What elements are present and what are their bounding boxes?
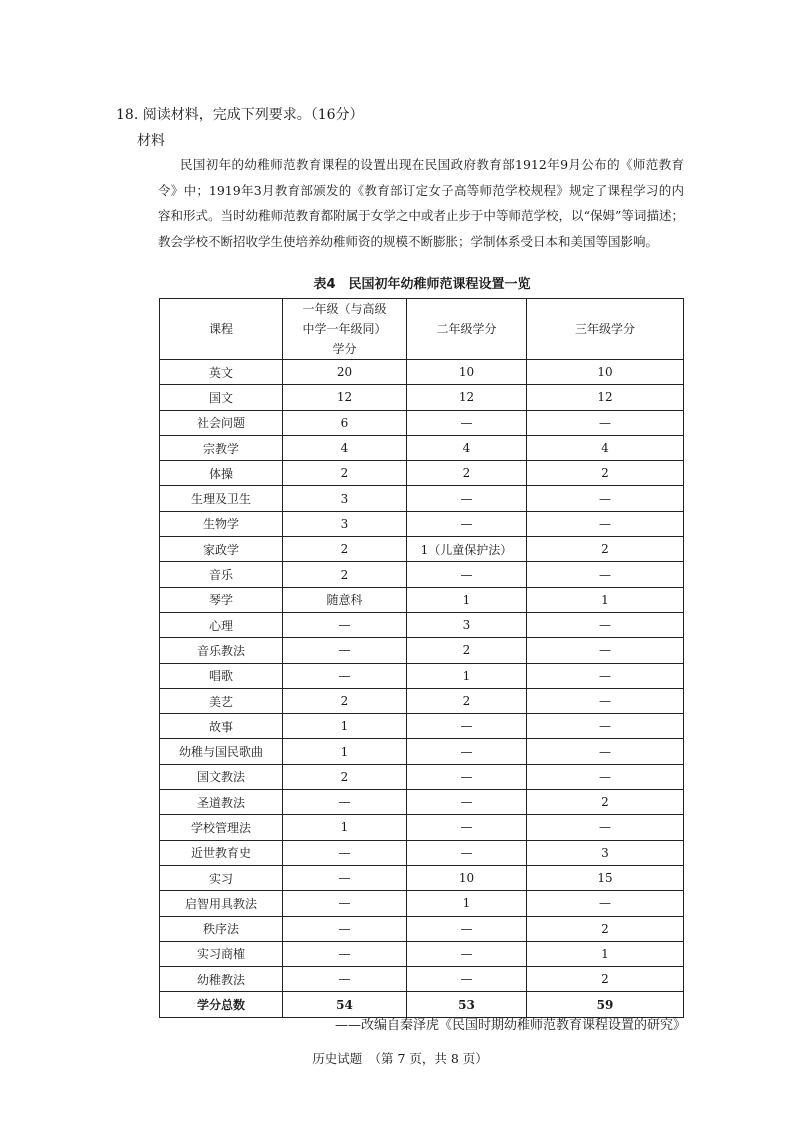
cell-course: 音乐 [160,562,283,587]
material-paragraph: 民国初年的幼稚师范教育课程的设置出现在民国政府教育部1912年9月公布的《师范教育令》中；1919年3月教育部颁发的《教育部订定女子高等师范学校规程》规定了课程学习的内容和形式。当时幼稚师范教育都附属于女学之中或者止步于中等师范学校，以“保姆”等词描述；教会学校不断招收学生使培养幼稚师资的规模不断膨胀；学制体系受日本和美国等国影响。 [158,157,684,249]
table-row [160,840,684,865]
cell-course: 家政学 [160,537,283,562]
cell-year2: — [407,967,527,992]
cell-course: 体操 [160,461,283,486]
question-title: 18. 阅读材料，完成下列要求。（16分） [116,107,364,123]
cell-year3: — [527,663,684,688]
cell-year2: 1 [407,587,527,612]
table-row [160,739,684,764]
cell-course: 启智用具教法 [160,891,283,916]
cell-course: 学分总数 [160,992,283,1017]
cell-course: 美艺 [160,688,283,713]
table-row [160,865,684,890]
cell-course: 生物学 [160,511,283,536]
cell-year2: — [407,562,527,587]
table-row [160,916,684,941]
cell-course: 英文 [160,360,283,385]
material-label: 材料 [137,133,165,149]
cell-year1: 6 [283,410,407,435]
cell-year3: — [527,714,684,739]
cell-year2: — [407,511,527,536]
cell-course: 社会问题 [160,410,283,435]
cell-year2: — [407,840,527,865]
cell-year1: 1 [283,714,407,739]
cell-year1: 2 [283,537,407,562]
page-footer: 历史试题 （第 7 页，共 8 页） [312,1051,488,1066]
table-body [160,360,684,1018]
cell-year3: — [527,739,684,764]
cell-year3: — [527,410,684,435]
cell-year2: 12 [407,385,527,410]
cell-course: 国文教法 [160,764,283,789]
cell-course: 生理及卫生 [160,486,283,511]
cell-course: 幼稚与国民歌曲 [160,739,283,764]
cell-year3: — [527,815,684,840]
cell-year1: 3 [283,511,407,536]
table-row [160,764,684,789]
table-row [160,663,684,688]
cell-year3: — [527,612,684,637]
cell-year3: 1 [527,587,684,612]
table-row [160,562,684,587]
table-row [160,410,684,435]
cell-year3: — [527,638,684,663]
cell-year2: — [407,815,527,840]
cell-year3: — [527,486,684,511]
cell-year2: 4 [407,435,527,460]
cell-year1: — [283,790,407,815]
cell-year1: 1 [283,739,407,764]
cell-year1: — [283,638,407,663]
cell-year1: 20 [283,360,407,385]
cell-year1: — [283,941,407,966]
curriculum-table [159,298,684,1018]
table-caption: 表4 民国初年幼稚师范课程设置一览 [313,277,531,292]
header-year3: 三年级学分 [527,299,684,360]
cell-course: 圣道教法 [160,790,283,815]
cell-year2: 53 [407,992,527,1017]
cell-year1: — [283,916,407,941]
cell-year2: — [407,714,527,739]
cell-course: 学校管理法 [160,815,283,840]
cell-year1: — [283,865,407,890]
cell-year2: 3 [407,612,527,637]
cell-year1: 1 [283,815,407,840]
cell-course: 琴学 [160,587,283,612]
cell-year3: 59 [527,992,684,1017]
cell-year2: 1（儿童保护法） [407,537,527,562]
cell-year3: 2 [527,967,684,992]
cell-course: 音乐教法 [160,638,283,663]
cell-year2: 10 [407,865,527,890]
table-row [160,815,684,840]
table-row [160,790,684,815]
cell-year3: 1 [527,941,684,966]
cell-year1: 12 [283,385,407,410]
cell-year3: 15 [527,865,684,890]
cell-year1: 随意科 [283,587,407,612]
cell-course: 唱歌 [160,663,283,688]
table-row [160,385,684,410]
cell-year3: 2 [527,916,684,941]
cell-year3: 10 [527,360,684,385]
cell-course: 心理 [160,612,283,637]
header-course: 课程 [160,299,283,360]
table-row [160,688,684,713]
cell-year1: 4 [283,435,407,460]
cell-year2: — [407,410,527,435]
cell-year3: 3 [527,840,684,865]
cell-year1: 2 [283,461,407,486]
table-row [160,486,684,511]
cell-year2: 2 [407,688,527,713]
table-row [160,967,684,992]
cell-course: 秩序法 [160,916,283,941]
cell-year2: 1 [407,891,527,916]
header-year1: 一年级（与高级中学一年级同）学分 [283,299,407,360]
table-row [160,891,684,916]
cell-year1: 2 [283,688,407,713]
cell-year2: — [407,790,527,815]
header-year2: 二年级学分 [407,299,527,360]
table-row [160,435,684,460]
cell-year3: — [527,764,684,789]
cell-year2: — [407,486,527,511]
cell-year2: — [407,916,527,941]
cell-year1: — [283,840,407,865]
cell-course: 实习 [160,865,283,890]
cell-year1: — [283,967,407,992]
cell-year1: — [283,663,407,688]
cell-year2: — [407,941,527,966]
table-row [160,461,684,486]
cell-course: 幼稚教法 [160,967,283,992]
cell-year1: 2 [283,764,407,789]
cell-year3: 2 [527,537,684,562]
cell-year1: 3 [283,486,407,511]
cell-year2: 1 [407,663,527,688]
cell-course: 故事 [160,714,283,739]
cell-year3: — [527,511,684,536]
cell-year3: — [527,562,684,587]
cell-year3: 2 [527,790,684,815]
cell-year1: 54 [283,992,407,1017]
table-row [160,941,684,966]
table-row [160,537,684,562]
table-row [160,360,684,385]
cell-year2: — [407,739,527,764]
table-row [160,511,684,536]
cell-course: 宗教学 [160,435,283,460]
table-row [160,587,684,612]
cell-year3: 2 [527,461,684,486]
cell-year3: — [527,688,684,713]
cell-year2: — [407,764,527,789]
cell-year1: — [283,612,407,637]
table-row [160,612,684,637]
table-header-row [160,299,684,360]
cell-year1: 2 [283,562,407,587]
cell-year3: 4 [527,435,684,460]
table-row [160,714,684,739]
cell-course: 国文 [160,385,283,410]
table-row [160,638,684,663]
cell-year2: 2 [407,461,527,486]
cell-year2: 10 [407,360,527,385]
cell-course: 实习商榷 [160,941,283,966]
cell-course: 近世教育史 [160,840,283,865]
source-citation: ——改编自秦泽虎《民国时期幼稚师范教育课程设置的研究》 [334,1018,686,1033]
cell-year2: 2 [407,638,527,663]
cell-year3: 12 [527,385,684,410]
cell-year3: — [527,891,684,916]
cell-year1: — [283,891,407,916]
